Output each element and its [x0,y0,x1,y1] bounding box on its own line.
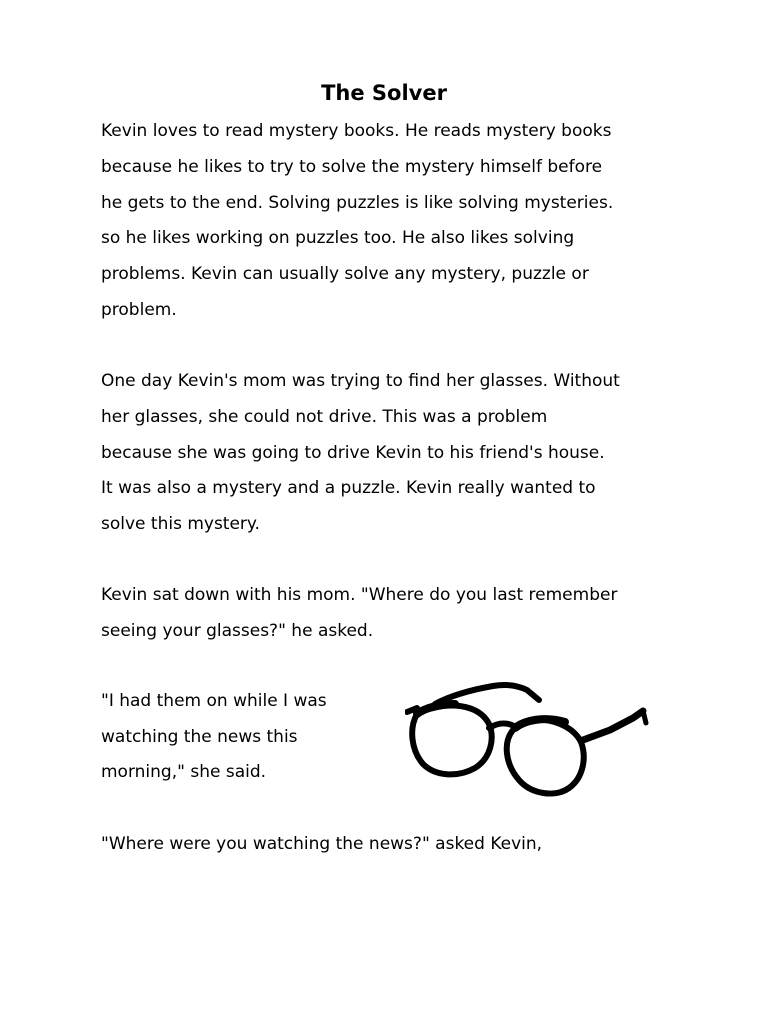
eyeglasses-icon [405,678,653,806]
text-line: so he likes working on puzzles too. He also likes solving [101,228,575,249]
text-line: Kevin loves to read mystery books. He reads mystery books [101,121,612,141]
text-line: problem. [101,299,177,320]
text-line: problems. Kevin can usually solve any mystery, puzzle or [101,264,589,285]
paragraph-1 [101,114,613,329]
paragraph-5 [101,827,542,863]
text-line: "Where were you watching the news?" asked Kevin, [101,834,543,854]
text-line: her glasses, she could not drive. This was a problem [101,406,548,427]
page-title: The Solver [321,81,447,105]
text-line: because he likes to try to solve the mystery himself before [101,156,603,177]
text-line: One day Kevin's mom was trying to find her glasses. Without [101,371,620,391]
text-line: he gets to the end. Solving puzzles is like solving mysteries. [101,192,614,213]
text-line: watching the news this [101,726,298,747]
text-line: "I had them on while I was [101,691,327,711]
text-line: seeing your glasses?" he asked. [101,620,374,641]
paragraph-3 [101,578,617,650]
text-line: It was also a mystery and a puzzle. Kevin really wanted to [101,478,596,499]
text-line: morning," she said. [101,762,267,783]
paragraph-4 [101,684,327,791]
text-line: because she was going to drive Kevin to his friend's house. [101,442,605,463]
text-line: solve this mystery. [101,514,260,535]
text-line: Kevin sat down with his mom. "Where do you last remember [101,585,618,605]
paragraph-2 [101,364,620,543]
